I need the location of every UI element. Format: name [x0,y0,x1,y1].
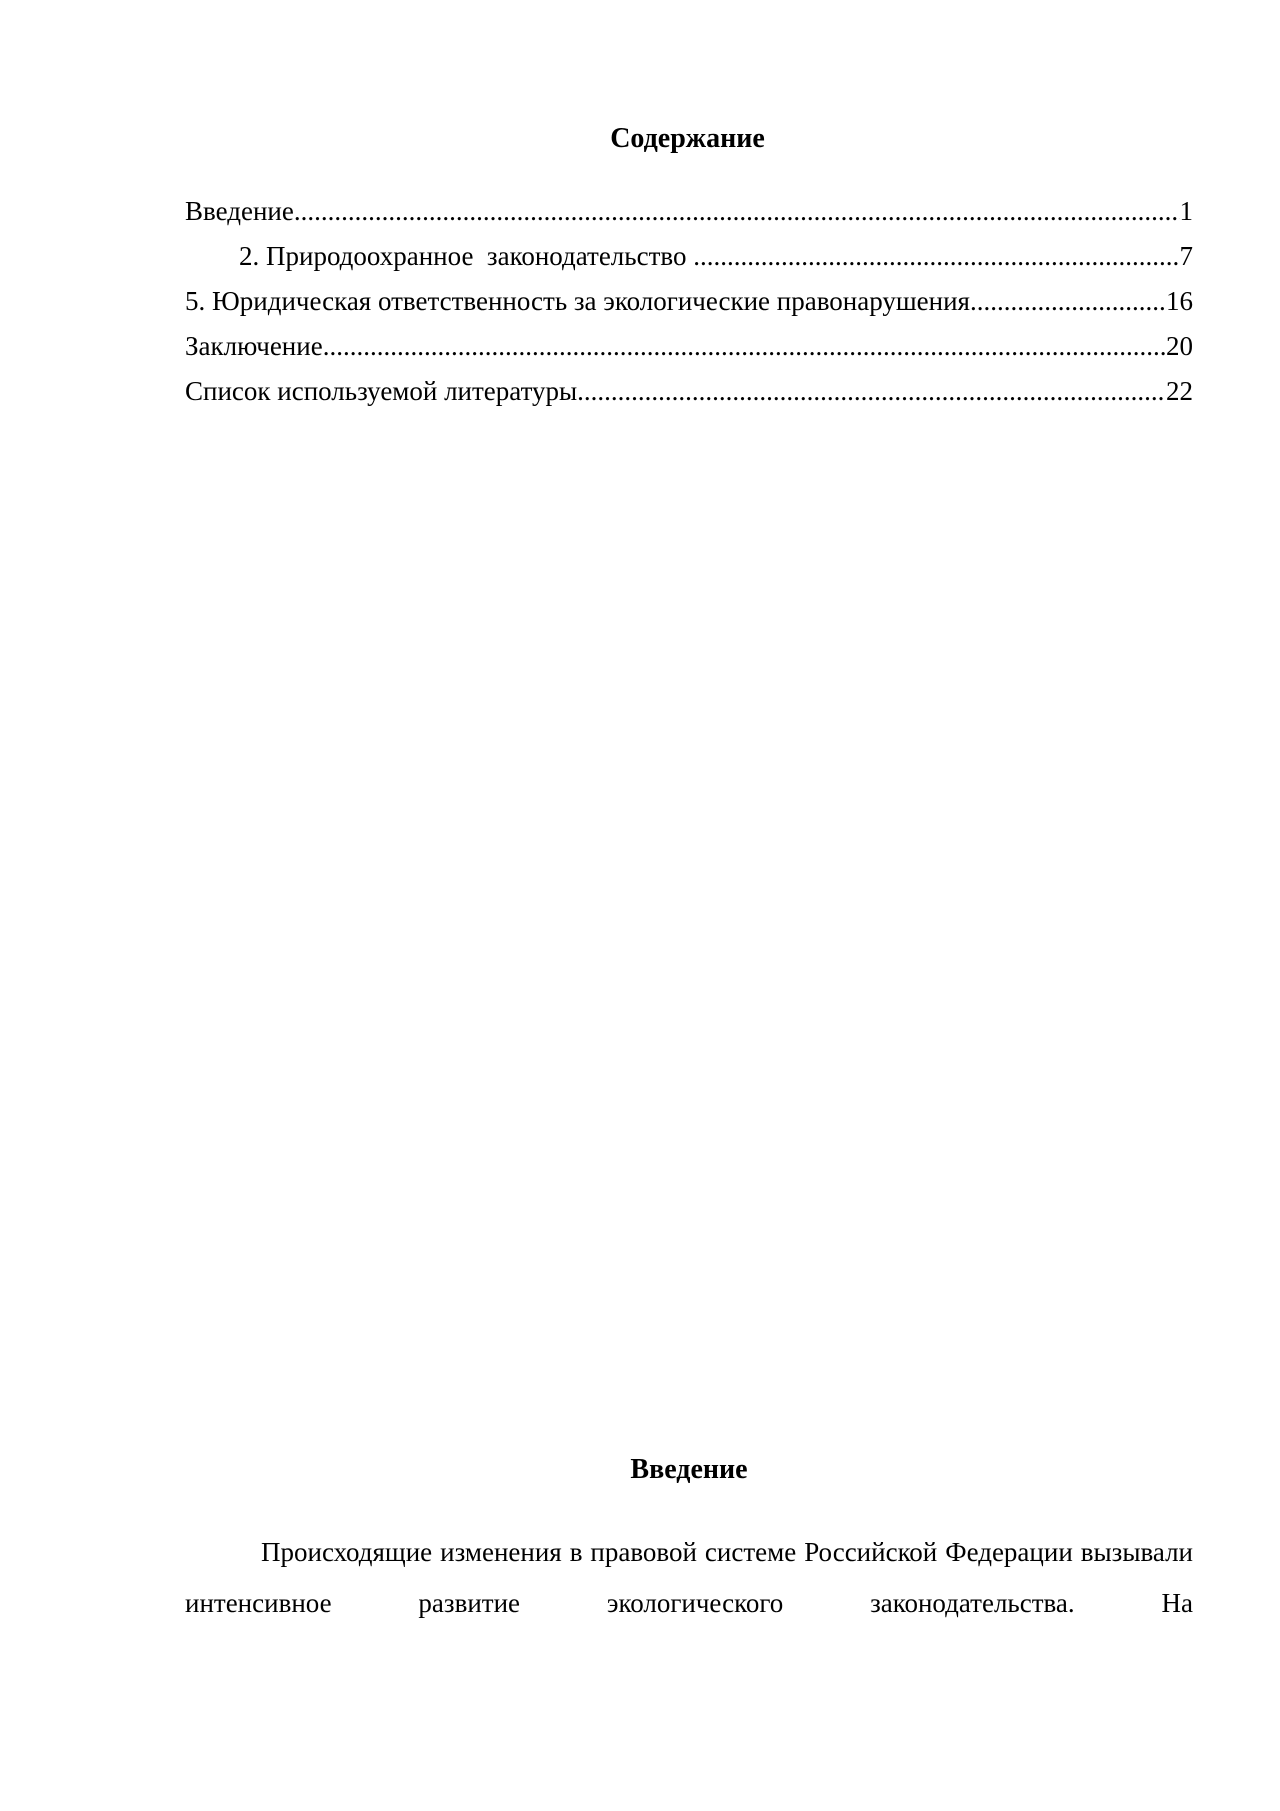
toc-entry-introduction[interactable] [185,194,1193,239]
introduction-paragraph: Происходящие изменения в правовой системе Российской Федерации вызывали интенсивное развитие экологического законодательства. На [185,1537,1193,1618]
toc-entry-page: 7 [1179,241,1193,271]
toc-entry-liability[interactable] [185,284,1193,329]
toc-entry-label: 2. Природоохранное законодательство [239,241,694,271]
toc-entry-conclusion[interactable] [185,329,1193,374]
toc-entry-page: 22 [1166,376,1193,406]
section-title-introduction: Введение [630,1454,748,1485]
toc-dot-leader [323,329,1166,363]
toc-entry-label: Список используемой литературы [185,376,578,406]
toc-dot-leader [693,239,1179,273]
toc-entry-legislation[interactable] [185,239,1193,284]
toc-entry-references[interactable] [185,374,1193,419]
toc-entry-page: 20 [1166,331,1193,361]
toc-dot-leader [577,374,1166,408]
toc-title: Содержание [610,123,765,154]
toc-dot-leader [970,284,1166,318]
toc-entry-page: 1 [1179,196,1193,226]
table-of-contents [185,194,1193,419]
toc-entry-page: 16 [1166,286,1193,316]
toc-entry-label: 5. Юридическая ответственность за экологические правонарушения [185,286,970,316]
toc-entry-label: Заключение [185,331,323,361]
toc-entry-label: Введение [185,196,294,226]
toc-dot-leader [294,194,1180,228]
